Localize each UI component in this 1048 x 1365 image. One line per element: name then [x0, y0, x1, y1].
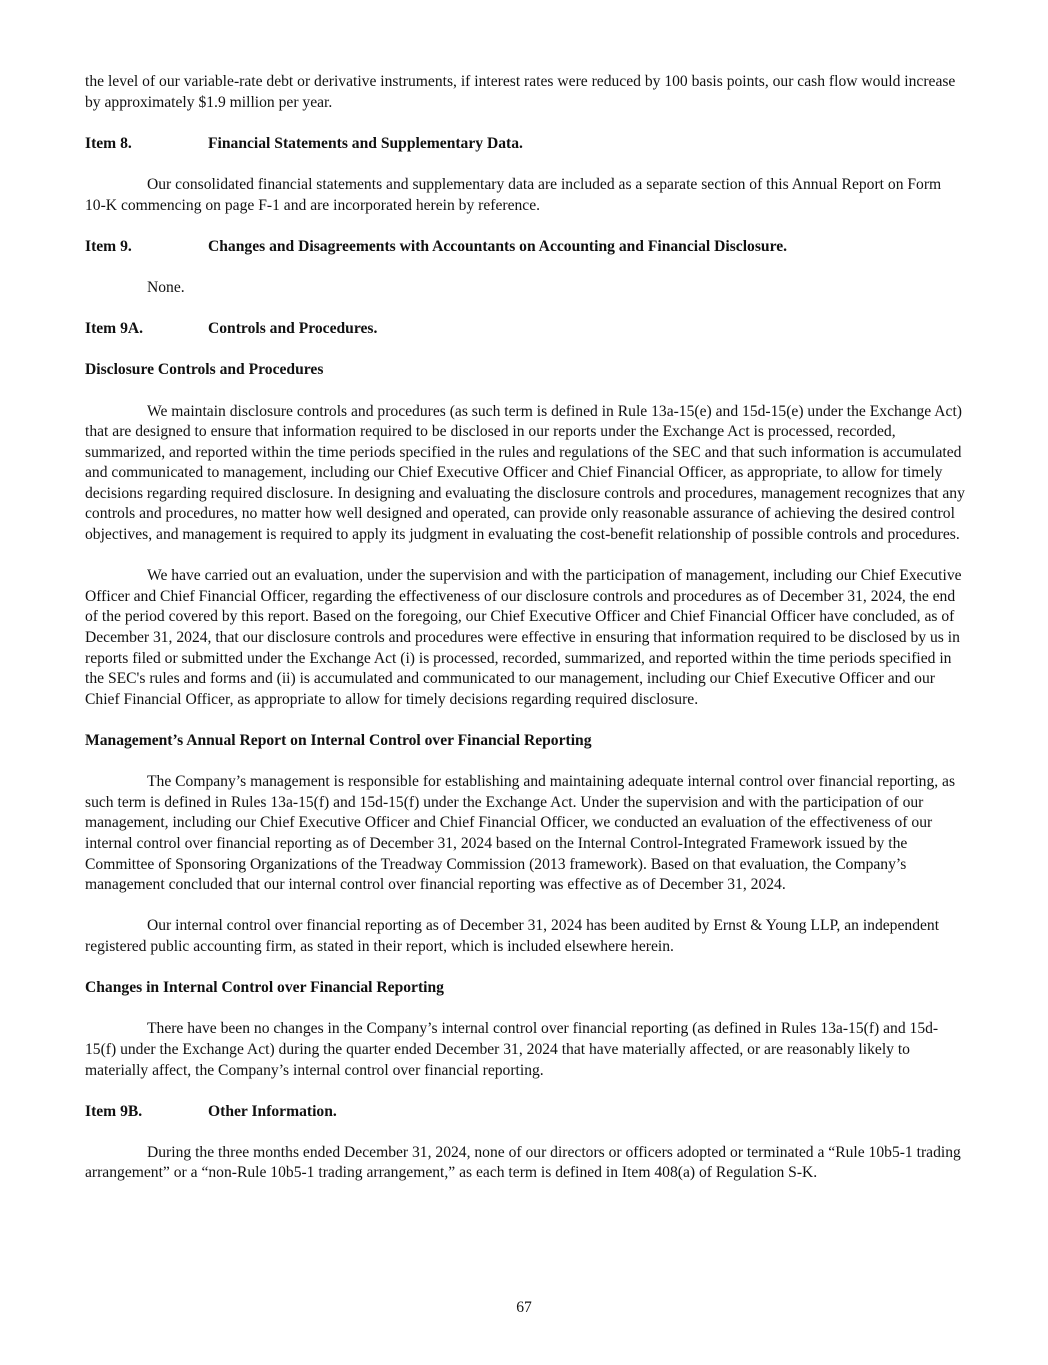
- item-9b-title: Other Information.: [208, 1102, 337, 1120]
- item-9b-body: During the three months ended December 31, 2024, none of our directors or officers adopted or terminated a “Rule 10b5-1 trading arrangement” or a “non-Rule 10b5-1 trading arrangement,” as each term is defined in Item 408(a) of Regulation S-K.: [85, 1143, 961, 1182]
- item-8-title: Financial Statements and Supplementary Data.: [208, 134, 523, 152]
- continuation-paragraph: the level of our variable-rate debt or derivative instruments, if interest rates were reduced by 100 basis points, our cash flow would increase by approximately $1.9 million per year.: [85, 73, 956, 111]
- item-9-body: None.: [147, 278, 185, 296]
- item-9b-number: Item 9B.: [85, 1102, 143, 1120]
- item-9b-heading: [85, 1102, 965, 1123]
- item-8-heading: [85, 134, 965, 155]
- item-9-number: Item 9.: [85, 237, 132, 255]
- disclosure-controls-paragraph-1: We maintain disclosure controls and procedures (as such term is defined in Rule 13a-15(e) and 15d-15(e) under the Exchange Act) that are designed to ensure that information required to be disclosed in our reports under the Exchange Act is processed, recorded, summarized, and reported within the time periods specified in the rules and regulations of the SEC and that such information is accumulated and communicated to management, including our Chief Executive Officer and Chief Financial Officer, as appropriate, to allow for timely decisions regarding required disclosure. In designing and evaluating the disclosure controls and procedures, management recognizes that any controls and procedures, no matter how well designed and operated, can provide only reasonable assurance of achieving the desired control objectives, and management is required to apply its judgment in evaluating the cost-benefit relationship of possible controls and procedures.: [85, 402, 965, 544]
- changes-internal-control-heading: Changes in Internal Control over Financial Reporting: [85, 979, 444, 997]
- item-9a-heading: [85, 319, 965, 340]
- item-8-body: Our consolidated financial statements and supplementary data are included as a separate section of this Annual Report on Form 10-K commencing on page F-1 and are incorporated herein by reference.: [85, 175, 942, 214]
- management-report-paragraph-1: The Company’s management is responsible for establishing and maintaining adequate internal control over financial reporting, as such term is defined in Rules 13a-15(f) and 15d-15(f) under the Exchange Act. Under the supervision and with the participation of our management, including our Chief Executive Officer and Chief Financial Officer, we conducted an evaluation of the effectiveness of our internal control over financial reporting as of December 31, 2024 based on the Internal Control-Integrated Framework issued by the Committee of Sponsoring Organizations of the Treadway Commission (2013 framework). Based on that evaluation, the Company’s management concluded that our internal control over financial reporting was effective as of December 31, 2024.: [85, 773, 956, 894]
- item-9-title: Changes and Disagreements with Accountants on Accounting and Financial Disclosure.: [208, 237, 788, 255]
- item-9-heading: [85, 237, 965, 258]
- item-9a-number: Item 9A.: [85, 320, 144, 338]
- changes-internal-control-paragraph: There have been no changes in the Company’s internal control over financial reporting (as defined in Rules 13a-15(f) and 15d-15(f) under the Exchange Act) during the quarter ended December 31, 2024 that have materially affected, or are reasonably likely to materially affect, the Company’s internal control over financial reporting.: [85, 1020, 939, 1079]
- management-report-paragraph-2: Our internal control over financial reporting as of December 31, 2024 has been audited by Ernst & Young LLP, an independent registered public accounting firm, as stated in their report, which is included elsewhere herein.: [85, 917, 940, 955]
- disclosure-controls-heading: Disclosure Controls and Procedures: [85, 361, 324, 379]
- page-number: 67: [516, 1299, 532, 1316]
- document-page: [85, 72, 965, 1205]
- item-8-number: Item 8.: [85, 134, 132, 152]
- disclosure-controls-paragraph-2: We have carried out an evaluation, under the supervision and with the participation of management, including our Chief Executive Officer and Chief Financial Officer, regarding the effectiveness of our disclosure controls and procedures as of December 31, 2024, the end of the period covered by this report. Based on the foregoing, our Chief Executive Officer and Chief Financial Officer have concluded, as of December 31, 2024, that our disclosure controls and procedures were effective in ensuring that information required to be disclosed by us in reports filed or submitted under the Exchange Act (i) is processed, recorded, summarized, and reported within the time periods specified in the SEC's rules and forms and (ii) is accumulated and communicated to our management, including our Chief Executive Officer and our Chief Financial Officer, as appropriate to allow for timely decisions regarding required disclosure.: [85, 567, 962, 708]
- management-report-heading: Management’s Annual Report on Internal Control over Financial Reporting: [85, 732, 592, 749]
- item-9a-title: Controls and Procedures.: [208, 320, 378, 338]
